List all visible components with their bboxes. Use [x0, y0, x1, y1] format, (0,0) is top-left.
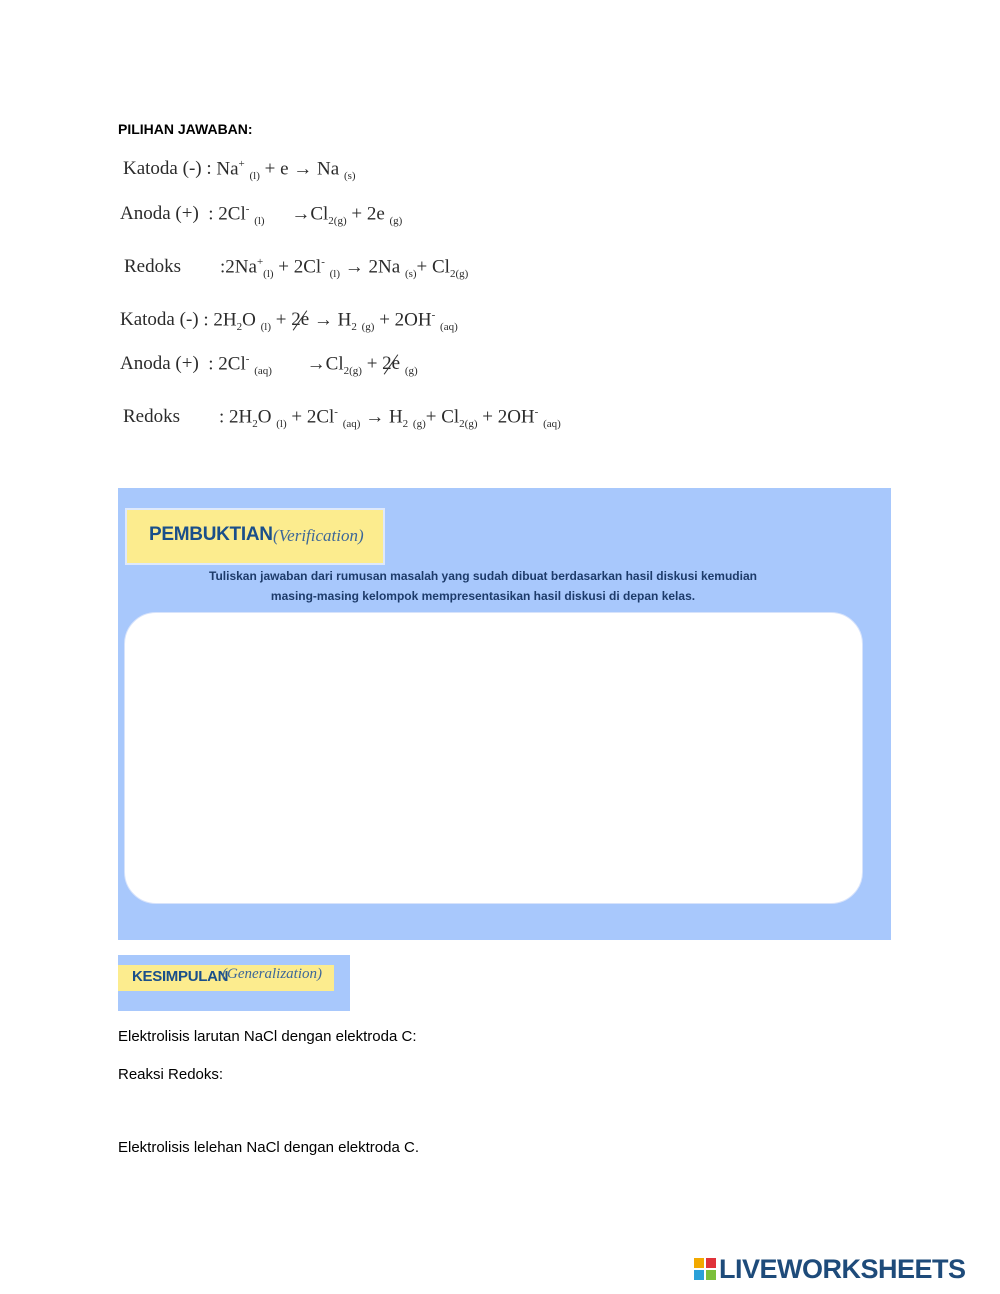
verification-title: PEMBUKTIAN — [149, 524, 273, 545]
paragraph-larutan: Elektrolisis larutan NaCl dengan elektroda C: — [118, 1028, 417, 1045]
liveworksheets-brand — [694, 1254, 966, 1284]
generalization-title: KESIMPULAN — [132, 968, 229, 985]
verification-subtitle: (Verification) — [273, 526, 364, 545]
liveworksheets-logo-icon — [694, 1258, 716, 1280]
brand-name: LIVEWORKSHEETS — [719, 1253, 966, 1284]
option-anoda-molten: Anoda (+) : 2Cl- $_{(l)} \to Cl_{2(g)} + 2e$ $_{(g)}$ — [120, 203, 403, 228]
generalization-tag — [118, 955, 350, 1011]
verification-tag — [125, 508, 385, 565]
verification-instruction — [128, 566, 838, 606]
option-katoda-solution: Katoda (-) : $2H_2O$ $_{(l)} + 2e \to H_2$ $_{(g)}$ + 2OH- $_{(aq)}$ — [120, 309, 458, 334]
paragraph-reaksi-redoks: Reaksi Redoks: — [118, 1066, 224, 1083]
verification-answer-area[interactable] — [124, 612, 863, 904]
option-redoks-molten: Redoks $:2Na^+_{(l)} + 2Cl^-$ $_{(l)}$ → 2Na $_{(s)}+ Cl_{2(g)}$ — [124, 256, 469, 281]
option-anoda-solution: Anoda (+) : 2Cl- $_{(aq)} \to Cl_{2(g)} + 2e$ $_{(g)}$ — [120, 353, 418, 378]
option-katoda-molten: Katoda (-) : Na+ $_{(l)}$ + e → Na $_{(s)}$ — [123, 158, 356, 183]
generalization-subtitle: (Generalization) — [222, 966, 322, 982]
instruction-line-2: masing-masing kelompok mempresentasikan hasil diskusi di depan kelas. — [270, 589, 696, 603]
paragraph-lelehan: Elektrolisis lelehan NaCl dengan elektroda C. — [118, 1139, 419, 1156]
instruction-line-1: Tuliskan jawaban dari rumusan masalah yang sudah dibuat berdasarkan hasil diskusi kemudian — [209, 569, 757, 583]
answer-options-heading: PILIHAN JAWABAN: — [118, 121, 253, 137]
option-redoks-solution: Redoks : $2H_2O$ $_{(l)}$ + 2Cl- $_{(aq)} \to H_2$ $_{(g)}+ Cl_{2(g)} + 2OH^-$ $_{(aq)}$ — [123, 406, 561, 431]
